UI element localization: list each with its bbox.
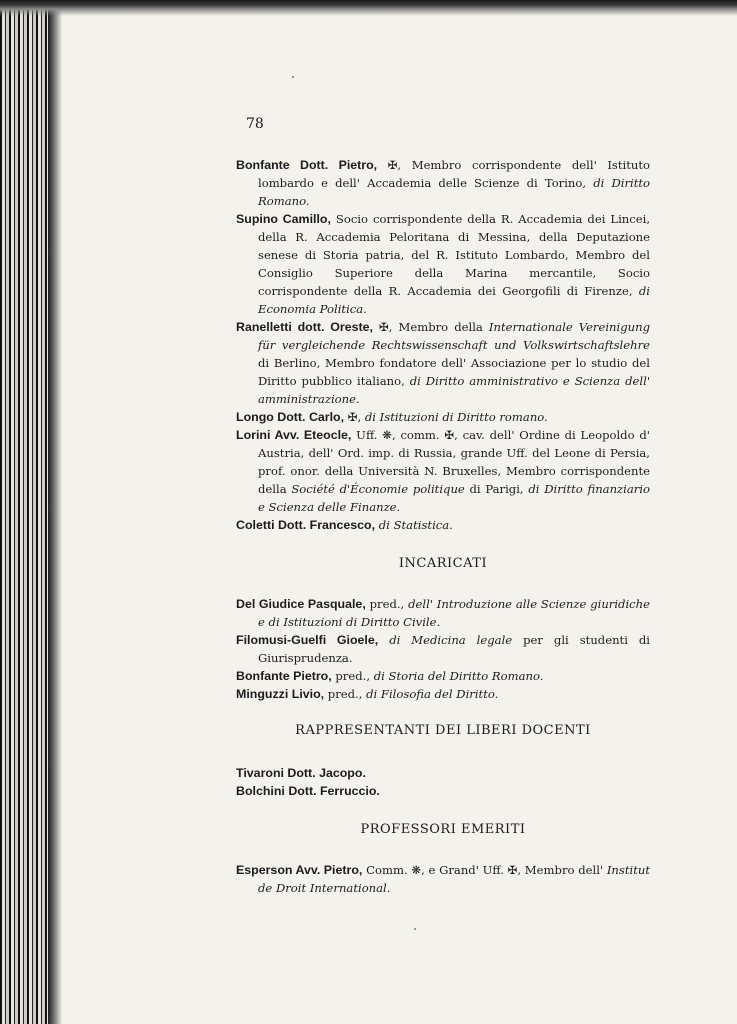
faculty-entry [236, 667, 650, 685]
speck [292, 76, 294, 78]
faculty-entry [236, 516, 650, 534]
person-name: Lorini Avv. Eteocle, [236, 428, 352, 442]
description-text: pred., [331, 669, 374, 683]
heading-emeriti: PROFESSORI EMERITI [360, 822, 526, 837]
subject-text: di Statistica. [378, 518, 453, 532]
subject-text: Société d'Économie politique [291, 482, 465, 496]
speck [414, 928, 416, 930]
page-number: 78 [246, 116, 264, 132]
description-text: pred., [324, 687, 367, 701]
faculty-entry [236, 318, 650, 408]
person-name: Longo Dott. Carlo, [236, 410, 345, 424]
description-text: di Berlino, Membro fondatore dell' Associazione per lo studio del Diritto pubblico italiano, [258, 356, 650, 388]
faculty-entry [236, 685, 650, 703]
subject-text: di Diritto amministrativo e Scienza dell' amministrazione. [258, 374, 651, 406]
subject-text: Internationale Vereinigung für vergleichende Rechtswissenschaft und Volkswirtschaftslehre [258, 320, 650, 352]
person-name: Del Giudice Pasquale, [236, 597, 366, 611]
description-text: di Parigi, [464, 482, 529, 496]
faculty-entry [236, 782, 650, 800]
subject-text: di Medicina legale [389, 633, 513, 647]
faculty-list [236, 156, 650, 897]
subject-text: dell' Introduzione alle Scienze giuridiche e di Istituzioni di Diritto Civile. [258, 597, 650, 629]
person-name: Minguzzi Livio, [236, 687, 325, 701]
faculty-entry [236, 861, 650, 897]
faculty-entry [236, 210, 650, 318]
subject-text: di Storia del Diritto Romano. [373, 669, 544, 683]
rappresentanti-section [236, 764, 650, 800]
description-text: per gli studenti di Giurisprudenza. [258, 633, 650, 665]
binding-shadow [48, 0, 62, 1024]
description-text: ✠, Membro della [372, 320, 489, 334]
subject-text: di Diritto Romano. [258, 176, 650, 208]
subject-text: Institut de Droit International. [258, 863, 650, 895]
heading-incaricati: INCARICATI [398, 556, 488, 571]
faculty-entry [236, 408, 650, 426]
person-name: Tivaroni Dott. Jacopo. [236, 766, 366, 780]
faculty-entry [236, 764, 650, 782]
person-name: Bonfante Pietro, [236, 669, 332, 683]
page-top-edge [0, 0, 737, 16]
emeriti-section [236, 861, 650, 897]
person-name: Supino Camillo, [236, 212, 331, 226]
faculty-entry [236, 595, 650, 631]
faculty-entry [236, 631, 650, 667]
description-text: Uff. ❋, comm. ✠, cav. dell' Ordine di Leopoldo d' Austria, dell' Ord. imp. di Russia, grande Uff. del Leone di Persia, prof. onor. della Università N. Bruxelles, Membro corrispondente della [258, 428, 650, 496]
subject-text: di Istituzioni di Diritto romano. [364, 410, 548, 424]
person-name: Coletti Dott. Francesco, [236, 518, 376, 532]
faculty-entry [236, 156, 650, 210]
person-name: Ranelletti dott. Oreste, [236, 320, 373, 334]
heading-rappresentanti: RAPPRESENTANTI DEI LIBERI DOCENTI [295, 723, 591, 738]
person-name: Esperson Avv. Pietro, [236, 863, 363, 877]
subject-text: di Diritto finanziario e Scienza delle Finanze. [258, 482, 651, 514]
person-name: Bolchini Dott. Ferruccio. [236, 784, 380, 798]
professori-section [236, 156, 650, 534]
subject-text: di Economia Politica. [258, 284, 650, 316]
description-text: Comm. ❋, e Grand' Uff. ✠, Membro dell' [362, 863, 607, 877]
description-text: ✠, [344, 410, 365, 424]
person-name: Filomusi-Guelfi Gioele, [236, 633, 379, 647]
document-page [62, 16, 737, 1024]
person-name: Bonfante Dott. Pietro, [236, 158, 378, 172]
faculty-entry [236, 426, 650, 516]
description-text: pred., [365, 597, 409, 611]
description-text: ✠, Membro corrispondente dell' Istituto lombardo e dell' Accademia delle Scienze di Torino, [258, 158, 651, 190]
incaricati-section [236, 595, 650, 703]
description-text [378, 633, 389, 647]
description-text: Socio corrispondente della R. Accademia dei Lincei, della R. Accademia Peloritana di Messina, della Deputazione senese di Storia patria, del R. Istituto Lombardo, Membro del Consiglio Superiore della Marina mercantile, Socio corrispondente della R. Accademia dei Georgofili di Firenze, [258, 212, 651, 298]
subject-text: di Filosofia del Diritto. [366, 687, 499, 701]
